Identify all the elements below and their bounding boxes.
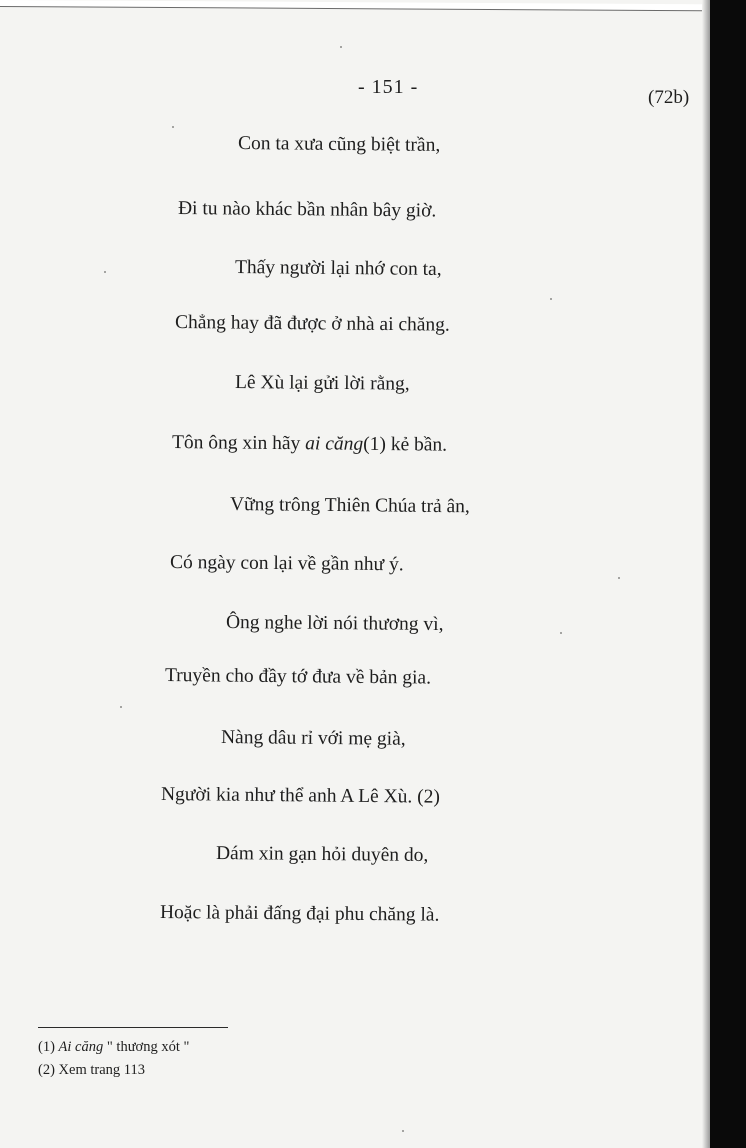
footnote-rule [38, 1027, 228, 1028]
verse-line-8: Có ngày con lại về gần như ý. [169, 552, 404, 576]
verse-line-1: Con ta xưa cũng biệt trần, [237, 133, 441, 156]
footnote-1-text: " thương xót " [103, 1039, 190, 1055]
page-number: - 151 - [358, 76, 419, 98]
verse-line-3: Thấy người lại nhớ con ta, [234, 257, 442, 280]
footnote-2-marker: (2) [38, 1062, 59, 1078]
footnote-2 [38, 1062, 145, 1079]
scan-speck [402, 1130, 404, 1132]
scan-speck [120, 706, 122, 708]
verse-line-2: Đi tu nào khác bần nhân bây giờ. [177, 198, 437, 222]
scan-speck [618, 577, 620, 579]
verse-line-6-end: (1) kẻ bần. [363, 433, 448, 456]
scan-speck [340, 46, 342, 48]
verse-line-11: Nàng dâu rỉ với mẹ già, [220, 727, 406, 750]
footnote-2-text: Xem trang 113 [58, 1062, 145, 1078]
scan-speck [104, 271, 106, 273]
italic-term: ai căng [305, 433, 364, 455]
verse-line-13: Dám xin gạn hỏi duyên do, [215, 843, 429, 867]
folio-reference: (72b) [648, 87, 690, 108]
verse-line-12: Người kia như thể anh A Lê Xù. (2) [160, 784, 441, 808]
verse-line-7: Vững trông Thiên Chúa trả ân, [229, 494, 470, 518]
verse-line-14: Hoặc là phải đấng đại phu chăng là. [159, 902, 440, 926]
verse-line-9: Ông nghe lời nói thương vì, [225, 612, 444, 636]
scan-right-edge [710, 0, 746, 1148]
scan-speck [172, 126, 174, 128]
verse-line-4: Chẳng hay đã được ở nhà ai chăng. [174, 312, 450, 336]
footnote-1-marker: (1) [38, 1039, 59, 1055]
scan-right-shadow [702, 0, 710, 1148]
verse-line-6-start: Tôn ông xin hãy [171, 432, 306, 455]
verse-line-6 [172, 432, 447, 457]
verse-line-10: Truyền cho đầy tớ đưa về bản gia. [164, 665, 432, 689]
footnote-1-term: Ai căng [58, 1039, 104, 1055]
footnote-1 [38, 1039, 189, 1056]
scan-speck [550, 298, 552, 300]
scan-speck [560, 632, 562, 634]
scan-top-edge [0, 0, 746, 12]
verse-line-5: Lê Xù lại gửi lời rằng, [234, 372, 410, 395]
